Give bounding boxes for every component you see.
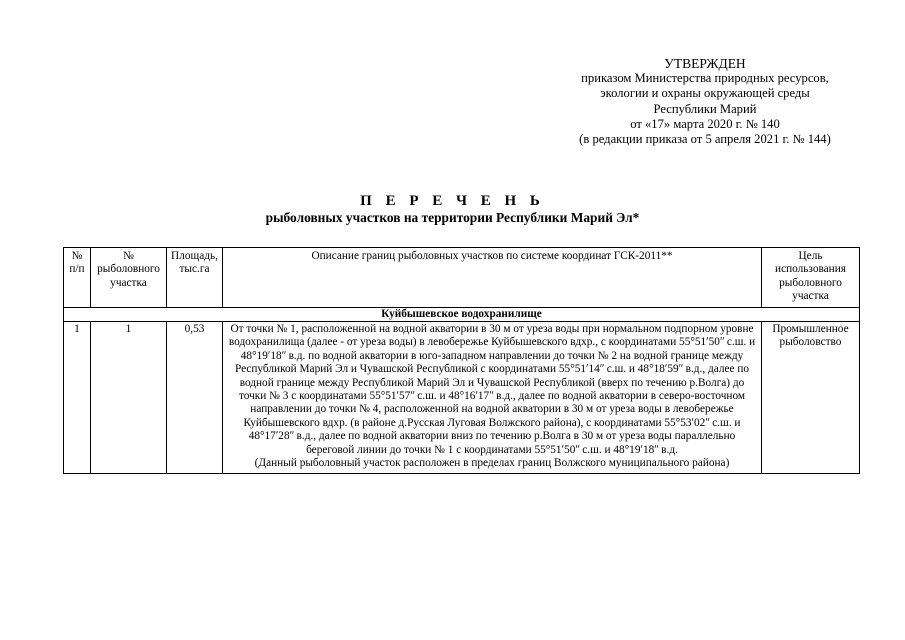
cell-area: 0,53 [167, 322, 223, 473]
cell-description [223, 322, 762, 473]
approval-line-1: приказом Министерства природных ресурсов, [581, 71, 829, 86]
description-note: (Данный рыболовный участок расположен в пределах границ Волжского муниципального района) [254, 457, 730, 470]
approval-line-3: Республики Марий [653, 101, 757, 116]
section-row [64, 307, 860, 321]
header-purpose: Цель использования рыболовного участка [762, 248, 860, 308]
table-header-row [64, 248, 860, 308]
header-num: № п/п [64, 248, 91, 308]
document-subtitle: рыболовных участков на территории Республики Марий Эл* [265, 210, 640, 225]
fishing-sites-table [63, 247, 860, 474]
document-title: П Е Р Е Ч Е Н Ь [360, 193, 545, 209]
section-title: Куйбышевское водохранилище [64, 307, 860, 321]
title-block [0, 192, 905, 226]
description-text: От точки № 1, расположенной на водной акватории в 30 м от уреза воды при нормальном подпорном уровне водохранилища (далее - от уреза воды) в левобережье Куйбышевского вдхр., с координатами 55°51ʹ50ʺ с.ш. и 48°19ʹ18ʺ в.д. по водной акватории в юго-западном направлении до точки № 2 на водной границе между Республикой Марий Эл и Чувашской Республикой с координатами 55°51ʹ14ʺ с.ш. и 48°18ʹ59ʺ в.д., далее по водной границе между Республикой Марий Эл и Чувашской Республикой (вверх по течению р.Волга) до точки № 3 с координатами 55°51ʹ57ʺ с.ш. и 48°16ʹ17ʺ в.д., далее по водной акватории в северо-восточном направлении до точки № 4, расположенной на водной акватории в 30 м от уреза воды в левобережье Куйбышевского вдхр. (в районе д.Русская Луговая Волжского района), с координатами 55°53ʹ02ʺ с.ш. и 48°17ʹ28ʺ в.д., далее по водной акватории вниз по течению р.Волга в 30 м от уреза воды параллельно береговой линии до точки № 1 с координатами 55°51ʹ50ʺ с.ш. и 48°19ʹ18ʺ в.д. [228, 323, 756, 456]
header-area: Площадь, тыс.га [167, 248, 223, 308]
approval-line-2: экологии и охраны окружающей среды [600, 86, 810, 101]
approval-heading: УТВЕРЖДЕН [664, 56, 746, 71]
header-description: Описание границ рыболовных участков по системе координат ГСК-2011** [223, 248, 762, 308]
approval-line-5: (в редакции приказа от 5 апреля 2021 г. № 144) [579, 132, 831, 147]
table-row [64, 322, 860, 473]
header-site-num: № рыболовного участка [91, 248, 167, 308]
cell-site-num: 1 [91, 322, 167, 473]
cell-num: 1 [64, 322, 91, 473]
cell-purpose: Промышленное рыболовство [762, 322, 860, 473]
approval-line-4: от «17» марта 2020 г. № 140 [630, 116, 780, 131]
approval-block [545, 56, 865, 147]
